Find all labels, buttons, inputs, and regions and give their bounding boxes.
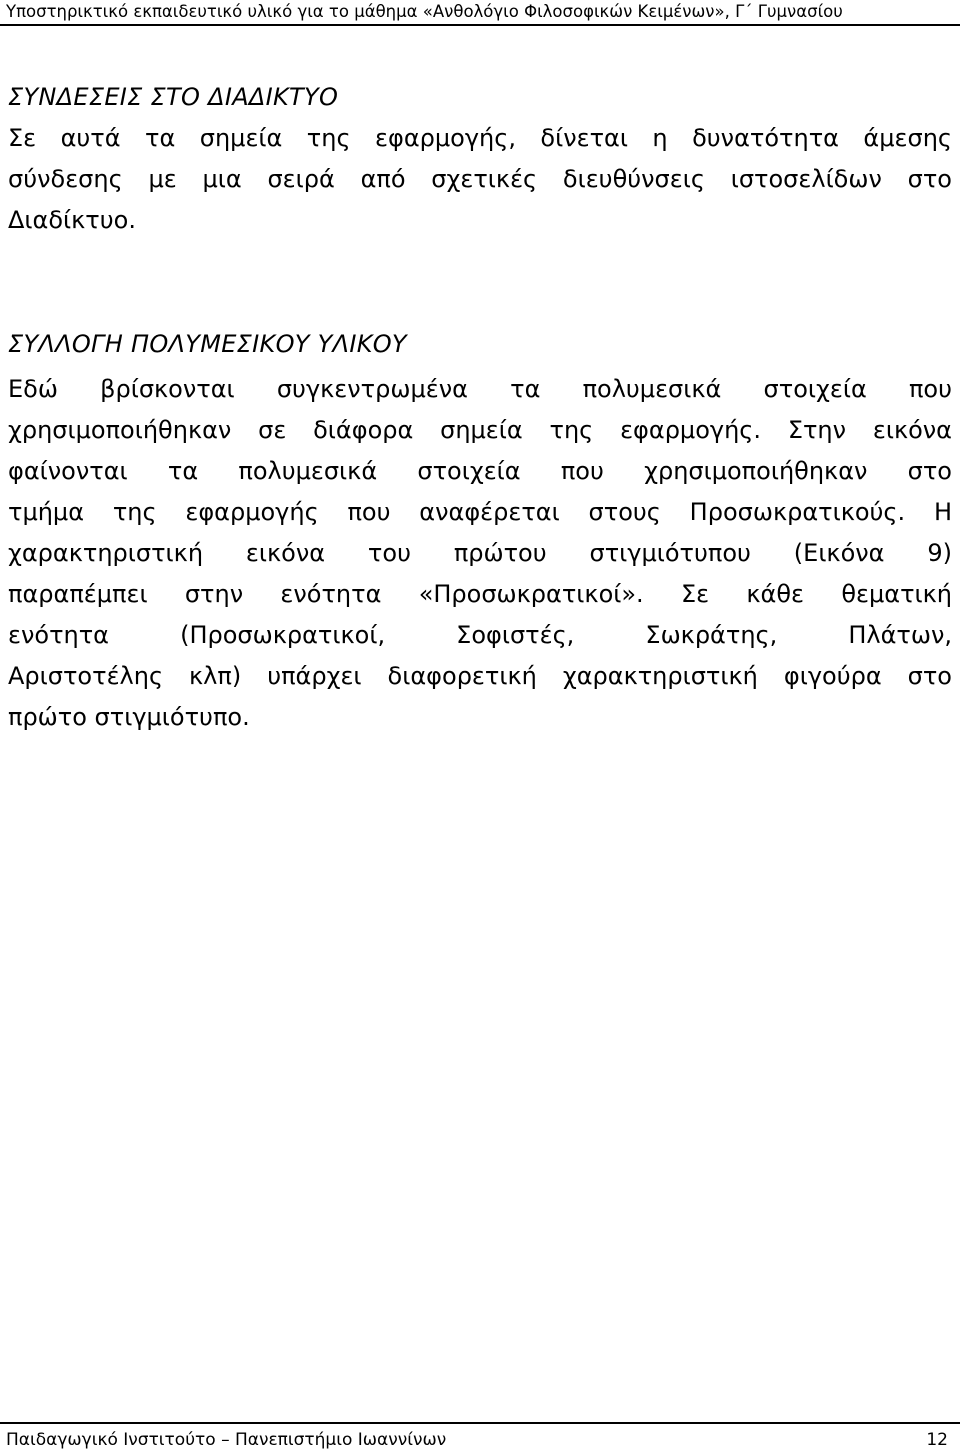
paragraph-line: Εδώ βρίσκονται συγκεντρωμένα τα πολυμεσικά στοιχεία που: [8, 375, 952, 403]
paragraph-line: παραπέμπει στην ενότητα «Προσωκρατικοί». Σε κάθε θεματική: [8, 580, 952, 608]
page-header: [0, 0, 960, 26]
paragraph-line: σύνδεσης με μια σειρά από σχετικές διευθύνσεις ιστοσελίδων στο: [8, 165, 952, 193]
document-body: [8, 80, 952, 738]
page-footer: [0, 1422, 960, 1452]
paragraph-line: χαρακτηριστική εικόνα του πρώτου στιγμιότυπου (Εικόνα 9): [8, 539, 952, 567]
paragraph-line: ενότητα (Προσωκρατικοί, Σοφιστές, Σωκράτης, Πλάτων,: [8, 621, 952, 649]
section-title-multimedia-collection: ΣΥΛΛΟΓΗ ΠΟΛΥΜΕΣΙΚΟΥ ΥΛΙΚΟΥ: [8, 330, 407, 358]
paragraph-line: τμήμα της εφαρμογής που αναφέρεται στους Προσωκρατικούς. Η: [8, 498, 952, 526]
paragraph-line: πρώτο στιγμιότυπο.: [8, 703, 250, 731]
paragraph-line: Διαδίκτυο.: [8, 206, 136, 234]
paragraph-line: φαίνονται τα πολυμεσικά στοιχεία που χρησιμοποιήθηκαν στο: [8, 457, 952, 485]
paragraph-line: χρησιμοποιήθηκαν σε διάφορα σημεία της εφαρμογής. Στην εικόνα: [8, 416, 952, 444]
paragraph-line: Αριστοτέλης κλπ) υπάρχει διαφορετική χαρακτηριστική φιγούρα στο: [8, 662, 952, 690]
paragraph-line: Σε αυτά τα σημεία της εφαρμογής, δίνεται η δυνατότητα άμεσης: [8, 124, 952, 152]
section-paragraph-internet-links: [8, 118, 952, 241]
header-text: Υποστηρικτικό εκπαιδευτικό υλικό για το μάθημα «Ανθολόγιο Φιλοσοφικών Κειμένων», Γ΄ Γυμνασίου: [6, 2, 843, 21]
section-title-internet-links: ΣΥΝΔΕΣΕΙΣ ΣΤΟ ΔΙΑΔΙΚΤΥΟ: [8, 83, 339, 111]
section-paragraph-multimedia-collection: [8, 369, 952, 738]
footer-institution: Παιδαγωγικό Ινστιτούτο – Πανεπιστήμιο Ιωαννίνων: [6, 1430, 447, 1450]
page-number: 12: [926, 1430, 948, 1450]
